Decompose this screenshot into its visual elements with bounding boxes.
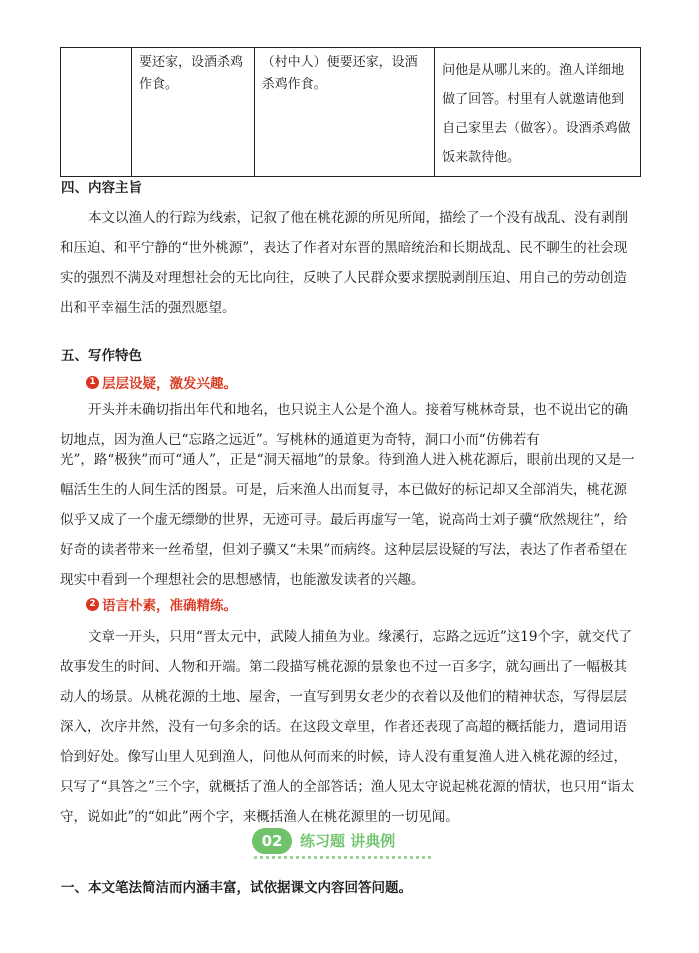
number-one-badge-icon: 1	[86, 376, 99, 389]
paragraph-1a-text: 开头并未确切指出年代和地名，也只说主人公是个渔人。接着写桃林奇景，也不说出它的确切地点，因为渔人已“忘路之远近”。写桃林的通道更为奇特，洞口小而“仿佛若有	[60, 402, 628, 448]
banner-title: 练习题 讲典例	[300, 832, 396, 850]
table-cell-translation: 问他是从哪儿来的。渔人详细地做了回答。村里有人就邀请他到自己家里去（做客）。设酒杀鸡做饭来款待他。	[435, 48, 641, 177]
number-two-badge-icon: 2	[86, 598, 99, 611]
section4-heading: 四、内容主旨	[61, 180, 142, 196]
table-cell-empty	[61, 48, 132, 177]
paragraph-1b: 光”，路“极狭”而可“通人”，正是“洞天福地”的景象。待到渔人进入桃花源后，眼前出现的又是一幅活生生的人间生活的图景。可是，后来渔人出而复寻，本已做好的标记却又全部消失，桃花源似乎又成了一个虚无缥缈的世界，无迹可寻。最后再虚写一笔，说高尚士刘子骥“欣然规往”，给好奇的读者带来一丝希望，但刘子骥又“未果”而病终。这种层层设疑的写法，表达了作者希望在现实中看到一个理想社会的思想感情，也能激发读者的兴趣。	[60, 452, 635, 588]
question-1: 一、本文笔法简洁而内涵丰富，试依据课文内容回答问题。	[61, 880, 412, 896]
exercise-banner	[252, 826, 437, 860]
table-row	[61, 48, 641, 177]
section4-body-text: 本文以渔人的行踪为线索，记叙了他在桃花源的所见所闻，描绘了一个没有战乱、没有剥削和压迫、和平宁静的“世外桃源”，表达了作者对东晋的黑暗统治和长期战乱、民不聊生的社会现实的强烈不满及对理想社会的无比向往，反映了人民群众要求摆脱剥削压迫、用自己的劳动创造出和平幸福生活的强烈愿望。	[60, 210, 628, 316]
paragraph-2-text: 文章一开头，只用“晋太元中，武陵人捕鱼为业。缘溪行，忘路之远近”这19个字，就交代了故事发生的时间、人物和开端。第二段描写桃花源的景象也不过一百多字，就勾画出了一幅极其动人的场景。从桃花源的土地、屋舍，一直写到男女老少的衣着以及他们的精神状态，写得层层深入，次序井然，没有一句多余的话。在这段文章里，作者还表现了高超的概括能力，遣词用语恰到好处。像写山里人见到渔人，问他从何而来的时候，诗人没有重复渔人进入桃花源的经过，只写了“具答之”三个字，就概括了渔人的全部答话；渔人见太守说起桃花源的情状，也只用“诣太守，说如此”的“如此”两个字，来概括渔人在桃花源里的一切见闻。	[60, 629, 635, 825]
table-cell-original: 要还家，设酒杀鸡作食。	[131, 48, 254, 177]
section5-heading: 五、写作特色	[61, 348, 142, 364]
section4-body	[60, 203, 638, 323]
table-cell-supplement: （村中人）便要还家，设酒杀鸡作食。	[254, 48, 434, 177]
subheading-2	[86, 594, 237, 614]
translation-table	[60, 47, 641, 177]
banner-underline	[254, 856, 434, 859]
paragraph-2	[60, 622, 638, 832]
subheading-2-title: 语言朴素，准确精练。	[102, 598, 237, 614]
subheading-1	[86, 372, 237, 392]
banner-number-badge-icon: 02	[252, 828, 292, 854]
subheading-1-title: 层层设疑，激发兴趣。	[102, 376, 237, 392]
